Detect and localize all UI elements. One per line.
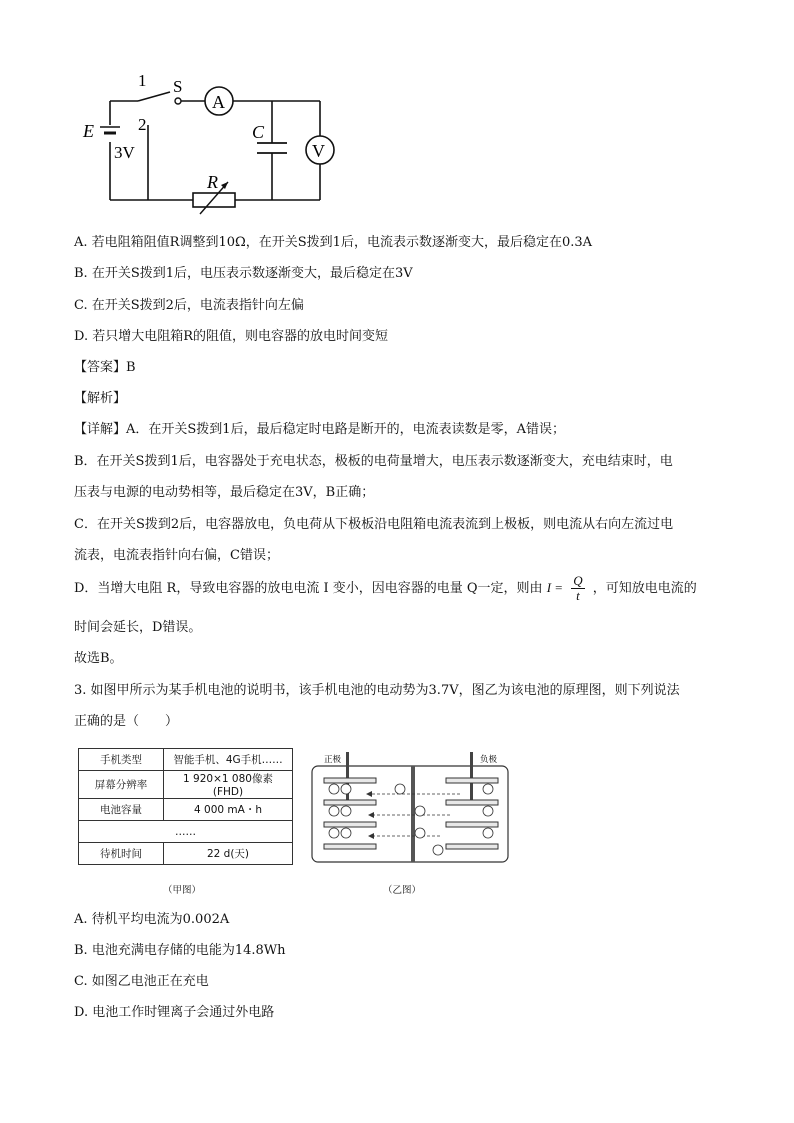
table-row (79, 771, 293, 799)
q2-option-d: D. 若只增大电阻箱R的阻值，则电容器的放电时间变短 (74, 329, 389, 344)
detail-line-3: 压表与电源的电动势相等，最后稳定在3V，B正确； (74, 485, 375, 500)
q2-option-c: C. 在开关S拨到2后，电流表指针向左偏 (74, 298, 304, 313)
table-caption: （甲图） (163, 885, 202, 896)
table-cell: 屏幕分辨率 (79, 771, 164, 799)
analysis-heading: 【解析】 (74, 391, 127, 406)
table-row (79, 843, 293, 865)
q3-option-d: D. 电池工作时锂离子会通过外电路 (74, 1005, 275, 1020)
detail-line-7: 时间会延长，D错误。 (74, 620, 202, 635)
battery-diagram (310, 752, 520, 864)
label-2: 2 (138, 115, 147, 134)
label-1: 1 (138, 71, 147, 90)
detail-line-1: 【详解】A．在开关S拨到1后，最后稳定时电路是断开的，电流表读数是零，A错误； (74, 422, 565, 437)
table-cell: 电池容量 (79, 799, 164, 821)
table-cell: 智能手机、4G手机…… (164, 749, 293, 771)
detail-line-6-pre: D．当增大电阻 R，导致电容器的放电电流 I 变小，因电容器的电量 Q一定，则由 (74, 581, 543, 596)
q2-option-b: B. 在开关S拨到1后，电压表示数逐渐变大，最后稳定在3V (74, 266, 413, 281)
label-S: S (173, 77, 183, 96)
label-V: V (312, 141, 325, 161)
conclusion: 故选B。 (74, 651, 123, 666)
table-row (79, 821, 293, 843)
label-E: E (83, 121, 94, 141)
negative-label: 负极 (480, 754, 498, 764)
battery-caption: （乙图） (383, 885, 422, 896)
formula-lhs: I = (546, 580, 564, 595)
detail-line-6-post: ，可知放电电流的 (592, 581, 697, 596)
positive-label: 正极 (324, 754, 342, 764)
q3-option-c: C. 如图乙电池正在充电 (74, 974, 209, 989)
table-cell: 待机时间 (79, 843, 164, 865)
label-A: A (212, 92, 225, 112)
q3-option-b: B. 电池充满电存储的电能为14.8Wh (74, 943, 286, 958)
q2-option-a: A. 若电阻箱阻值R调整到10Ω，在开关S拨到1后，电流表示数逐渐变大，最后稳定在0.3A (74, 235, 593, 250)
circuit-diagram (0, 0, 794, 230)
formula-fraction (571, 574, 584, 603)
table-cell: 22 d(天) (164, 843, 293, 865)
detail-line-2: B．在开关S拨到1后，电容器处于充电状态，极板的电荷量增大，电压表示数逐渐变大，充电结束时，电 (74, 454, 673, 469)
label-C: C (252, 122, 265, 142)
answer: 【答案】B (74, 360, 136, 375)
table-cell: …… (79, 821, 293, 843)
label-3V: 3V (114, 143, 135, 162)
q3-option-a: A. 待机平均电流为0.002A (74, 912, 230, 927)
formula-denominator: t (576, 588, 580, 603)
table-cell: 1 920×1 080像素(FHD) (164, 771, 293, 799)
detail-line-5: 流表，电流表指针向右偏，C错误； (74, 548, 279, 563)
detail-line-4: C．在开关S拨到2后，电容器放电，负电荷从下极板沿电阻箱电流表流到上极板，则电流从右向左流过电 (74, 517, 674, 532)
table-cell: 手机类型 (79, 749, 164, 771)
detail-line-6 (74, 574, 697, 603)
label-R: R (207, 172, 218, 192)
table-row (79, 749, 293, 771)
spec-table (78, 748, 293, 865)
q3-stem-line-1: 3. 如图甲所示为某手机电池的说明书，该手机电池的电动势为3.7V，图乙为该电池的原理图，则下列说法 (74, 683, 680, 698)
formula-numerator: Q (573, 573, 583, 588)
table-cell: 4 000 mA・h (164, 799, 293, 821)
q3-stem-line-2: 正确的是（ ） (74, 714, 179, 729)
table-row (79, 799, 293, 821)
